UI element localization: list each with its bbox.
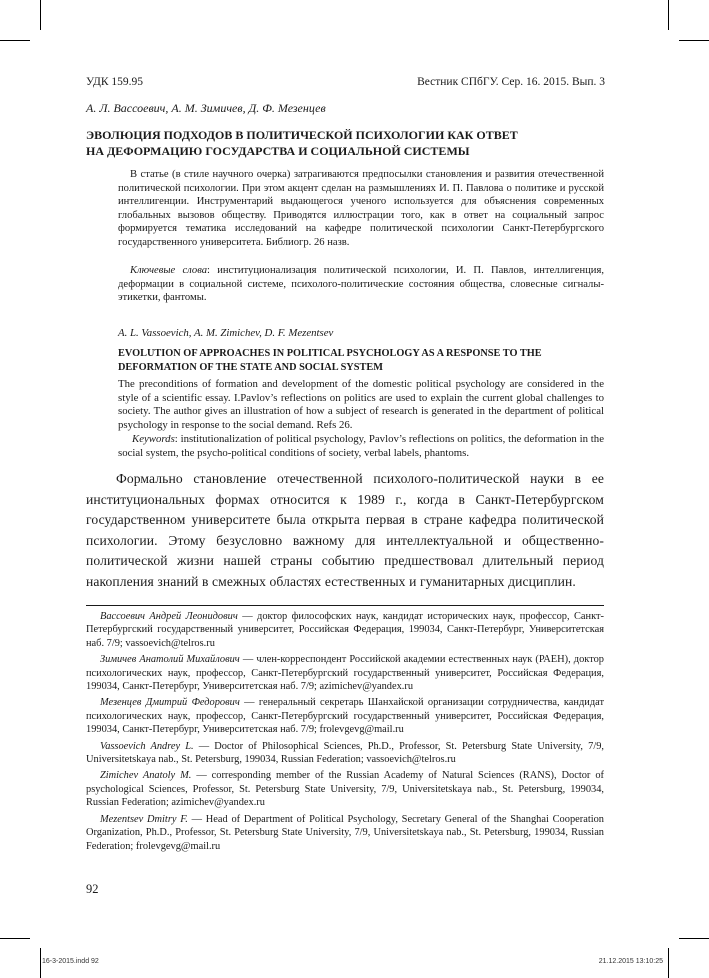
- udk-code: УДК 159.95: [86, 76, 143, 88]
- crop-mark: [0, 40, 30, 41]
- abstract-ru: В статье (в стиле научного очерка) затрагиваются предпосылки становления и развития отечественной политической психологии. При этом акцент сделан на размышлениях И. П. Павлова о политике и русской интеллигенции. Инструментарий выдающегося ученого используется для объяснения современных глобальных вызовов обществу. Приводятся иллюстрации того, как в ответ на социальный запрос формируется тематика исследований на кафедре политической психологии Санкт-Петербургского государственного университета. Библиогр. 26 назв.: [118, 169, 604, 248]
- crop-mark: [679, 938, 709, 939]
- footnote-entry: [86, 813, 604, 853]
- keywords-ru-label: Ключевые слова: [130, 265, 208, 276]
- journal-title: Вестник СПбГУ. Сер. 16. 2015. Вып. 3: [417, 76, 605, 88]
- footnote-author-details: — доктор философских наук, кандидат исторических наук, профессор, Санкт-Петербургский государственный университет, Российская Федерация, 199034, Санкт-Петербург, Университетская наб. 7/9; vassoevich@telros.ru: [86, 611, 605, 649]
- footnote-entry: [86, 653, 604, 693]
- footnote-author-name: Mezentsev Dmitry F.: [100, 813, 188, 825]
- footnote-author-details: — Head of Department of Political Psychology, Secretary General of the Shanghai Cooperation Organization, Ph.D., Professor, St. Petersburg State University, 7/9, Universitetskaya nab., St. Petersburg, 199034, Russian Federation; frolevgevg@mail.ru: [86, 813, 604, 852]
- title-en-line-1: EVOLUTION OF APPROACHES IN POLITICAL PSYCHOLOGY AS A RESPONSE TO THE: [118, 348, 542, 359]
- footnote-entry: [86, 769, 604, 809]
- footnote-author-name: Вассоевич Андрей Леонидович: [100, 611, 238, 622]
- keywords-en-text: : institutionalization of political psychology, Pavlov’s reflections on politics, the deformation in the social system, the psycho-political conditions of society, verbal labels, phantoms.: [118, 433, 604, 459]
- body-paragraph: Формально становление отечественной психолого-политической науки в ее институциональных формах относится к 1989 г., когда в Санкт-Петербургском государственном университете была открыта первая в стране кафедра политической психологии. Этому безусловно важному для интеллектуальной и общественно-политической жизни нашей страны событию предшествовал длительный период накопления знаний в смежных областях естественных и гуманитарных дисциплин.: [86, 471, 604, 589]
- footnote-author-name: Зимичев Анатолий Михайлович: [100, 654, 240, 666]
- footnote-entry: [86, 610, 604, 650]
- footnote-author-name: Мезенцев Дмитрий Федорович: [100, 697, 240, 709]
- title-ru-line-2: НА ДЕФОРМАЦИЮ ГОСУДАРСТВА И СОЦИАЛЬНОЙ СИСТЕМЫ: [86, 144, 470, 158]
- article-title-en: [118, 347, 604, 374]
- crop-mark: [679, 40, 709, 41]
- authors-ru: А. Л. Вассоевич, А. М. Зимичев, Д. Ф. Мезенцев: [86, 101, 326, 115]
- crop-mark: [40, 948, 41, 978]
- footnote-divider: [86, 605, 604, 606]
- crop-mark: [0, 938, 30, 939]
- keywords-en: [118, 433, 604, 460]
- footnote-entry: [86, 740, 604, 767]
- footnote-author-details: — член-корреспондент Российской академии естественных наук (РАЕН), доктор психологических наук, профессор, Санкт-Петербургский государственный университет, Российская Федерация, 199034, Санкт-Петербург, Университетская наб. 7/9; azimichev@yandex.ru: [86, 654, 604, 693]
- footnote-author-details: — Doctor of Philosophical Sciences, Ph.D., Professor, St. Petersburg State University, 7/9, Universitetskaya nab., St. Petersburg, 199034, Russian Federation; vassoevich@telros.ru: [86, 740, 605, 766]
- footnote-author-details: — генеральный секретарь Шанхайской организации сотрудничества, кандидат психологических наук, профессор, Санкт-Петербургский государственный университет, Российская Федерация, 199034, Санкт-Петербург, Университетская наб. 7/9; frolevgevg@mail.ru: [86, 697, 604, 736]
- slug-filename: 16-3-2015.indd 92: [42, 958, 99, 965]
- keywords-ru: [118, 264, 604, 305]
- title-en-line-2: DEFORMATION OF THE STATE AND SOCIAL SYSTEM: [118, 361, 383, 373]
- crop-mark: [668, 0, 669, 30]
- footnote-author-name: Zimichev Anatoly M.: [100, 770, 192, 782]
- footnote-entry: [86, 696, 604, 736]
- slug-datetime: 21.12.2015 13:10:25: [598, 958, 663, 965]
- running-header: [86, 76, 605, 88]
- crop-mark: [668, 948, 669, 978]
- page-number: 92: [86, 882, 99, 896]
- article-title-ru: [86, 127, 616, 159]
- crop-mark: [40, 0, 41, 30]
- authors-en: A. L. Vassoevich, A. M. Zimichev, D. F. Mezentsev: [118, 327, 334, 339]
- footnote-author-details: — corresponding member of the Russian Academy of Natural Sciences (RANS), Doctor of psychological Sciences, Professor, St. Petersburg State University, 7/9, Universitetskaya nab., St. Petersburg, 199034, Russian Federation; azimichev@yandex.ru: [86, 770, 604, 809]
- title-ru-line-1: ЭВОЛЮЦИЯ ПОДХОДОВ В ПОЛИТИЧЕСКОЙ ПСИХОЛОГИИ КАК ОТВЕТ: [86, 128, 518, 142]
- keywords-en-label: Keywords: [132, 433, 175, 445]
- keywords-ru-text: : институционализация политической психологии, И. П. Павлов, интеллигенция, деформации в социальной системе, психолого-политические состояния общества, словесные сигналы-этикетки, фантомы.: [118, 265, 604, 304]
- footnote-author-name: Vassoevich Andrey L.: [100, 740, 194, 752]
- abstract-en: The preconditions of formation and development of the domestic political psychology are considered in the style of a scientific essay. I.Pavlov’s reflections on politics are used to explain the current global challenges to society. The author gives an illustration of how a subject of research is generated in the department of political psychology in response to the social demand. Refs 26.: [118, 378, 604, 431]
- author-footnotes: [86, 610, 604, 856]
